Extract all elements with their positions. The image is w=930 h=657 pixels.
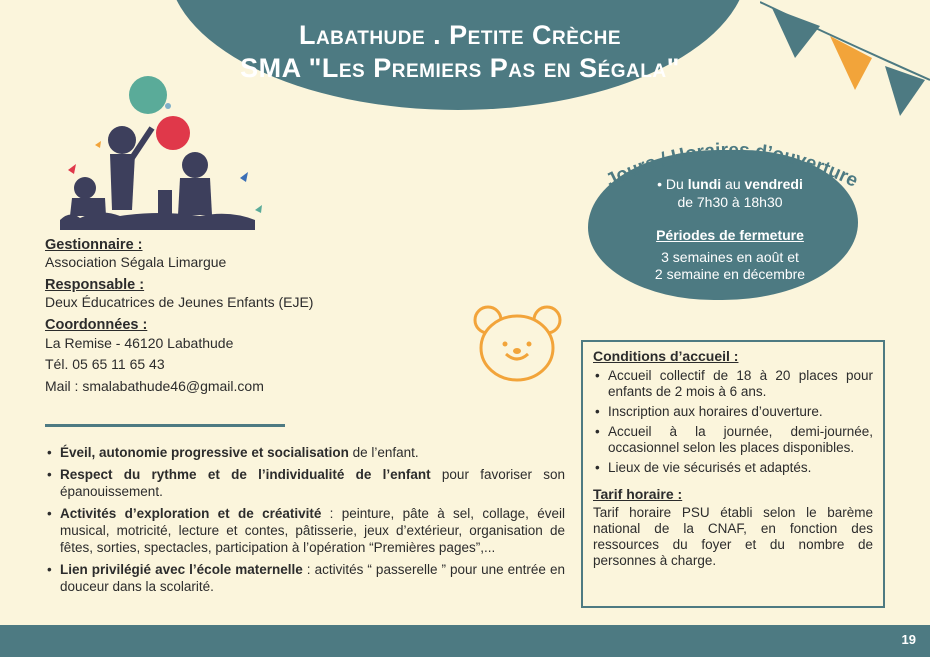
opening-days: • Du lundi au vendredi [657,176,803,192]
bunting-flags-decoration [760,0,930,130]
section-divider [45,424,285,427]
manager-value: Association Ségala Limargue [45,254,227,270]
list-item: • Accueil collectif de 18 à 20 places pour enfants de 2 mois à 6 ans. [593,368,873,400]
list-item: • Éveil, autonomie progressive et socialisation de l’enfant. [45,444,565,461]
closing-line-2: 2 semaine en décembre [654,266,806,282]
opening-times: de 7h30 à 18h30 [677,194,783,210]
page-title: Labathude . Petite Crèche [298,20,622,50]
list-item: • Accueil à la journée, demi-journée, occasionnel selon les places disponibles. [593,424,873,456]
manager-label: Gestionnaire : [45,237,143,253]
contact-email: Mail : smalabathude46@gmail.com [45,378,264,394]
conditions-box [581,340,885,608]
page-number: 19 [901,632,916,647]
teddy-bear-icon [470,302,565,384]
contact-phone: Tél. 05 65 11 65 43 [45,356,165,372]
closing-title: Périodes de fermeture [656,227,804,243]
opening-hours-title [580,125,880,205]
list-item: • Lieux de vie sécurisés et adaptés. [593,460,873,476]
list-item: • Inscription aux horaires d’ouverture. [593,404,873,420]
footer-bar [0,625,930,657]
responsible-value: Deux Éducatrices de Jeunes Enfants (EJE) [45,294,314,310]
closing-line-1: 3 semaines en août et [661,249,799,265]
list-item: • Respect du rythme et de l’individualité de l’enfant pour favoriser son épanouissement. [45,466,565,500]
contact-address: La Remise - 46120 Labathude [45,335,234,351]
list-item: • Lien privilégié avec l’école maternelle : activités “ passerelle ” pour une entrée en douceur dans la scolarité. [45,561,565,595]
responsible-label: Responsable : [45,277,145,293]
contact-label: Coordonnées : [45,317,148,333]
children-illustration [40,70,275,235]
tarif-title: Tarif horaire : [593,486,683,502]
list-item: • Activités d’exploration et de créativité : peinture, pâte à sel, collage, éveil musical, motricité, lecture et contes, pâtisserie, jeux d’extérieur, organisation de fêtes, sorties, spectacles, participation à l’opération “Premières pages”,... [45,505,565,556]
page-subtitle: SMA "Les Premiers Pas en Ségala" [240,53,680,83]
svg-text:Jours / Horaires d’ouverture: Jours / Horaires d’ouverture [602,139,862,192]
conditions-title: Conditions d’accueil : [593,348,739,364]
activities-list [45,444,565,600]
tarif-text: Tarif horaire PSU établi selon le barème national de la CNAF, en fonction des ressources du foyer et du nombre de personnes à charge. [593,505,873,568]
